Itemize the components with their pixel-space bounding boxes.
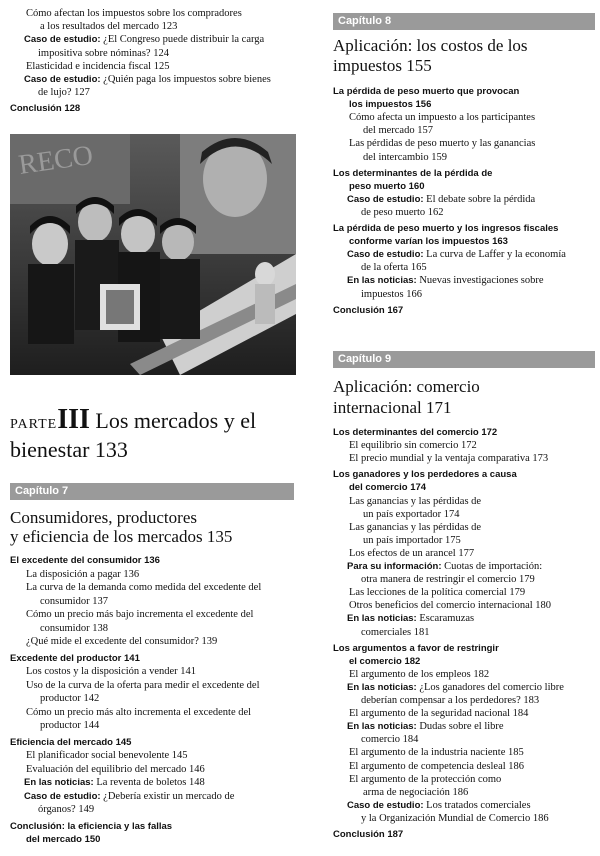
toc-feature-entry xyxy=(347,800,531,812)
chapter9-title-line1: Aplicación: comercio xyxy=(333,377,480,396)
toc-entry: Otros beneficios del comercio internacional 180 xyxy=(349,600,552,612)
toc-feature-entry xyxy=(347,561,542,573)
chapter7-label: Capítulo 7 xyxy=(15,485,69,497)
toc-feature-entry xyxy=(347,249,566,261)
toc-feature-entry-cont: órganos? 149 xyxy=(38,804,95,815)
feature-text: Los tratados comerciales xyxy=(423,799,531,811)
feature-label: Caso de estudio: xyxy=(24,34,101,46)
toc-section-heading: Eficiencia del mercado 145 xyxy=(10,736,132,748)
chapter7-contents xyxy=(10,555,295,855)
toc-feature-entry xyxy=(24,74,271,86)
toc-entry-cont: arma de negociación 186 xyxy=(363,786,469,798)
chapter9-title-line2: internacional 171 xyxy=(333,398,452,417)
chapter8-label-bar xyxy=(333,13,595,30)
feature-text: Nuevas investigaciones sobre xyxy=(416,275,544,287)
toc-entry: Uso de la curva de la oferta para medir el excedente del xyxy=(26,679,260,691)
part-three-heading xyxy=(10,404,257,437)
feature-text: ¿El Congreso puede distribuir la carga xyxy=(100,34,265,46)
toc-section-heading-cont: el comercio 182 xyxy=(349,655,421,667)
part-numeral: III xyxy=(57,404,90,435)
toc-section-heading-cont: conforme varían los impuestos 163 xyxy=(349,236,508,248)
chapter7-label-bar xyxy=(10,483,294,500)
toc-entry: El argumento de los empleos 182 xyxy=(349,668,490,680)
toc-section-heading: El excedente del consumidor 136 xyxy=(10,555,160,566)
toc-entry-cont: un país importador 175 xyxy=(363,534,461,546)
toc-feature-entry xyxy=(347,275,544,287)
part-word: PARTE xyxy=(10,417,58,432)
feature-text: La reventa de boletos 148 xyxy=(93,777,205,788)
toc-entry: Las lecciones de la política comercial 179 xyxy=(349,587,526,599)
toc-section-heading: Conclusión 128 xyxy=(10,103,81,115)
feature-text: ¿Debería existir un mercado de xyxy=(100,790,235,802)
toc-entry: Cómo un precio más alto incrementa el excedente del xyxy=(26,706,252,718)
beatles-wax-figures-image xyxy=(10,134,296,375)
toc-entry: Cómo un precio más bajo incrementa el excedente del xyxy=(26,609,254,620)
toc-entry: El argumento de competencia desleal 186 xyxy=(349,760,525,772)
toc-section-heading: Conclusión: la eficiencia y las fallas xyxy=(10,820,173,832)
toc-entry: Cómo afectan los impuestos sobre los compradores xyxy=(26,8,242,19)
feature-text: La curva de Laffer y la economía xyxy=(423,249,566,261)
chapter9-label: Capítulo 9 xyxy=(338,353,392,365)
toc-feature-entry-cont: otra manera de restringir el comercio 179 xyxy=(361,574,535,586)
feature-label: En las noticias: xyxy=(347,275,417,287)
feature-label: Caso de estudio: xyxy=(24,74,101,85)
chapter9-contents xyxy=(333,427,595,852)
toc-section-heading-cont: del comercio 174 xyxy=(349,482,427,494)
toc-entry: Cómo afecta un impuesto a los participantes xyxy=(349,112,536,124)
right-column xyxy=(333,0,595,856)
feature-text: Dudas sobre el libre xyxy=(416,721,504,733)
toc-section-heading: Los ganadores y los perdedores a causa xyxy=(333,469,517,481)
toc-entry: Las ganancias y las pérdidas de xyxy=(349,521,482,533)
feature-label: En las noticias: xyxy=(347,721,417,733)
feature-text: ¿Quién paga los impuestos sobre bienes xyxy=(100,74,271,85)
toc-feature-entry xyxy=(24,777,205,789)
feature-label: Para su información: xyxy=(347,561,442,572)
toc-section-heading-cont: los impuestos 156 xyxy=(349,99,432,111)
feature-text: ¿Los ganadores del comercio libre xyxy=(416,681,564,693)
toc-section-heading: Conclusión 187 xyxy=(333,829,404,840)
toc-section-heading: Excedente del productor 141 xyxy=(10,652,140,664)
left-column xyxy=(10,0,295,856)
toc-feature-entry-cont: y la Organización Mundial de Comercio 186 xyxy=(361,812,549,824)
toc-entry: Elasticidad e incidencia fiscal 125 xyxy=(26,60,170,72)
toc-feature-entry-cont: comercio 184 xyxy=(361,734,419,746)
feature-label: Caso de estudio: xyxy=(24,790,101,802)
toc-section-heading-cont: peso muerto 160 xyxy=(349,180,425,192)
svg-text:RECO: RECO xyxy=(16,139,95,181)
toc-section-heading: Conclusión 167 xyxy=(333,304,404,316)
chapter8-label: Capítulo 8 xyxy=(338,15,392,27)
toc-feature-entry-cont: de peso muerto 162 xyxy=(361,206,444,218)
toc-entry: Las pérdidas de peso muerto y las ganancias xyxy=(349,138,536,150)
chapter9-label-bar xyxy=(333,351,595,368)
toc-section-heading: Los determinantes del comercio 172 xyxy=(333,427,498,438)
chapter7-title-line2: y eficiencia de los mercados 135 xyxy=(10,527,233,546)
toc-entry: ¿Qué mide el excedente del consumidor? 139 xyxy=(26,636,218,647)
feature-label: Caso de estudio: xyxy=(347,799,424,811)
part-three-photo xyxy=(10,134,296,375)
chapter7-title-line1: Consumidores, productores xyxy=(10,508,197,527)
toc-entry: El planificador social benevolente 145 xyxy=(26,750,188,761)
toc-feature-entry-cont: de lujo? 127 xyxy=(38,87,90,99)
toc-feature-entry-cont: impuestos 166 xyxy=(361,288,422,300)
feature-text: Cuotas de importación: xyxy=(441,561,543,572)
toc-section-heading: La pérdida de peso muerto y los ingresos fiscales xyxy=(333,223,559,234)
chapter8-title-line1: Aplicación: los costos de los xyxy=(333,36,528,55)
feature-text: Escaramuzas xyxy=(416,613,475,625)
toc-block-chapter6-end xyxy=(10,8,295,123)
toc-entry: El precio mundial y la ventaja comparativa 173 xyxy=(349,453,549,465)
toc-entry: Las ganancias y las pérdidas de xyxy=(349,495,482,507)
toc-entry: Los costos y la disposición a vender 141 xyxy=(26,666,197,677)
toc-entry: Los efectos de un arancel 177 xyxy=(349,547,475,559)
toc-feature-entry xyxy=(24,791,234,803)
toc-entry: La disposición a pagar 136 xyxy=(26,568,140,580)
toc-entry-cont: un país exportador 174 xyxy=(363,508,460,520)
toc-entry: Evaluación del equilibrio del mercado 146 xyxy=(26,763,205,775)
toc-entry-cont: del intercambio 159 xyxy=(363,151,447,163)
toc-entry-cont: productor 144 xyxy=(40,720,100,731)
toc-feature-entry-cont: comerciales 181 xyxy=(361,626,430,638)
chapter8-title-line2: impuestos 155 xyxy=(333,56,432,75)
feature-text: El debate sobre la pérdida xyxy=(423,193,536,205)
toc-section-heading-cont: del mercado 150 xyxy=(26,834,101,845)
toc-feature-entry-cont: deberían compensar a los perdedores? 183 xyxy=(361,695,540,706)
toc-entry-cont: a los resultados del mercado 123 xyxy=(40,21,178,33)
toc-entry-cont: consumidor 137 xyxy=(40,595,108,607)
toc-entry: La curva de la demanda como medida del excedente del xyxy=(26,582,262,593)
toc-entry: El argumento de la protección como xyxy=(349,773,502,785)
toc-feature-entry-cont: de la oferta 165 xyxy=(361,262,427,274)
feature-label: En las noticias: xyxy=(347,613,417,625)
toc-entry-cont: consumidor 138 xyxy=(40,622,108,634)
toc-section-heading: Los determinantes de la pérdida de xyxy=(333,167,493,179)
toc-feature-entry xyxy=(347,682,564,694)
part-title-line2: bienestar 133 xyxy=(10,437,128,462)
toc-entry: El equilibrio sin comercio 172 xyxy=(349,440,477,452)
toc-feature-entry-cont: impositiva sobre nóminas? 124 xyxy=(38,47,169,59)
toc-feature-entry xyxy=(347,721,504,733)
toc-feature-entry xyxy=(24,34,264,46)
feature-label: Caso de estudio: xyxy=(347,193,424,205)
toc-feature-entry xyxy=(347,613,474,625)
toc-entry-cont: del mercado 157 xyxy=(363,125,433,137)
toc-section-heading: Los argumentos a favor de restringir xyxy=(333,642,499,654)
feature-label: Caso de estudio: xyxy=(347,249,424,261)
toc-entry-cont: productor 142 xyxy=(40,693,100,704)
toc-section-heading: La pérdida de peso muerto que provocan xyxy=(333,86,520,97)
toc-entry: El argumento de la seguridad nacional 184 xyxy=(349,708,529,720)
part-title-line1: Los mercados y el xyxy=(95,408,257,433)
toc-feature-entry xyxy=(347,194,535,206)
feature-label: En las noticias: xyxy=(24,777,94,788)
chapter8-contents xyxy=(333,86,595,326)
feature-label: En las noticias: xyxy=(347,681,417,693)
toc-entry: El argumento de la industria naciente 185 xyxy=(349,747,524,759)
